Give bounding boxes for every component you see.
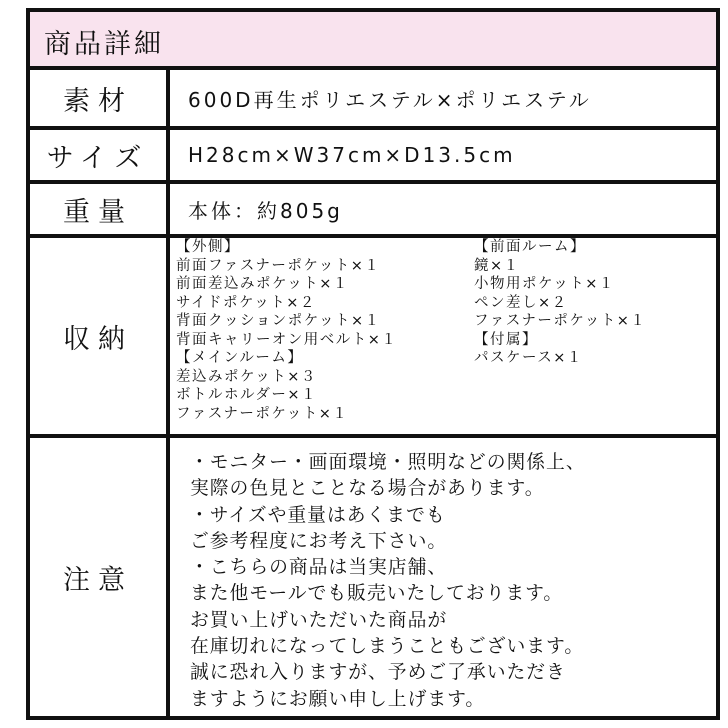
material-label: 素材 <box>63 85 133 117</box>
notes-line: 在庫切れになってしまうこともございます。 <box>190 636 585 658</box>
storage-item: サイドポケット×２ <box>176 294 316 311</box>
column-divider <box>166 438 170 716</box>
column-divider <box>166 130 170 180</box>
storage-list-right <box>474 238 646 368</box>
storage-item: 【付属】 <box>474 331 538 348</box>
notes-line: ・こちらの商品は当実店舗、 <box>190 557 448 579</box>
notes-line: ・サイズや重量はあくまでも <box>190 504 446 526</box>
storage-item: 背面キャリーオン用ベルト×１ <box>176 331 398 348</box>
notes-row <box>30 438 716 716</box>
storage-list-left <box>176 238 397 423</box>
storage-item: 鏡×１ <box>474 257 520 274</box>
notes-line: お買い上げいただいた商品が <box>190 609 448 631</box>
storage-item: 差込みポケット×３ <box>176 368 317 385</box>
size-value: H28cm×W37cm×D13.5cm <box>188 143 516 167</box>
notes-line: また他モールでも販売いたしております。 <box>190 583 564 605</box>
storage-item: 前面ファスナーポケット×１ <box>176 257 381 274</box>
storage-item: 小物用ポケット×１ <box>474 276 615 292</box>
notes-line: ・モニター・画面環境・照明などの関係上、 <box>190 452 586 473</box>
size-row <box>30 130 716 180</box>
weight-row <box>30 184 716 234</box>
storage-row <box>30 238 716 434</box>
material-row <box>30 70 716 126</box>
table-title: 商品詳細 <box>44 29 164 60</box>
product-details-table <box>26 8 720 720</box>
storage-item: ファスナーポケット×１ <box>176 405 349 422</box>
weight-label: 重量 <box>63 196 133 228</box>
storage-item: ボトルホルダー×１ <box>176 387 318 403</box>
notes-line: 誠に恐れ入りますが、予めご了承いただき <box>190 662 566 684</box>
storage-item: 【外側】 <box>176 239 240 255</box>
notes-line: ご参考程度にお考え下さい。 <box>190 530 448 552</box>
notes-text <box>190 450 586 713</box>
storage-item: ファスナーポケット×１ <box>474 313 647 329</box>
storage-item: 背面クッションポケット×１ <box>176 313 381 329</box>
table-header <box>30 12 716 70</box>
notes-line: ますようにお願い申し上げます。 <box>190 688 486 710</box>
column-divider <box>166 238 170 434</box>
column-divider <box>166 70 170 126</box>
material-value: 600D再生ポリエステル×ポリエステル <box>188 87 592 112</box>
storage-item: 【メインルーム】 <box>176 350 304 366</box>
storage-item: ペン差し×２ <box>474 294 568 311</box>
storage-label: 収納 <box>63 323 133 355</box>
storage-item: パスケース×１ <box>474 350 583 366</box>
column-divider <box>166 184 170 234</box>
storage-item: 前面差込みポケット×１ <box>176 276 349 292</box>
size-label: サイズ <box>46 142 150 174</box>
notes-label: 注意 <box>63 564 133 596</box>
weight-value: 本体：約805g <box>188 198 343 223</box>
storage-item: 【前面ルーム】 <box>474 239 586 255</box>
notes-line: 実際の色見とことなる場合があります。 <box>190 478 545 500</box>
